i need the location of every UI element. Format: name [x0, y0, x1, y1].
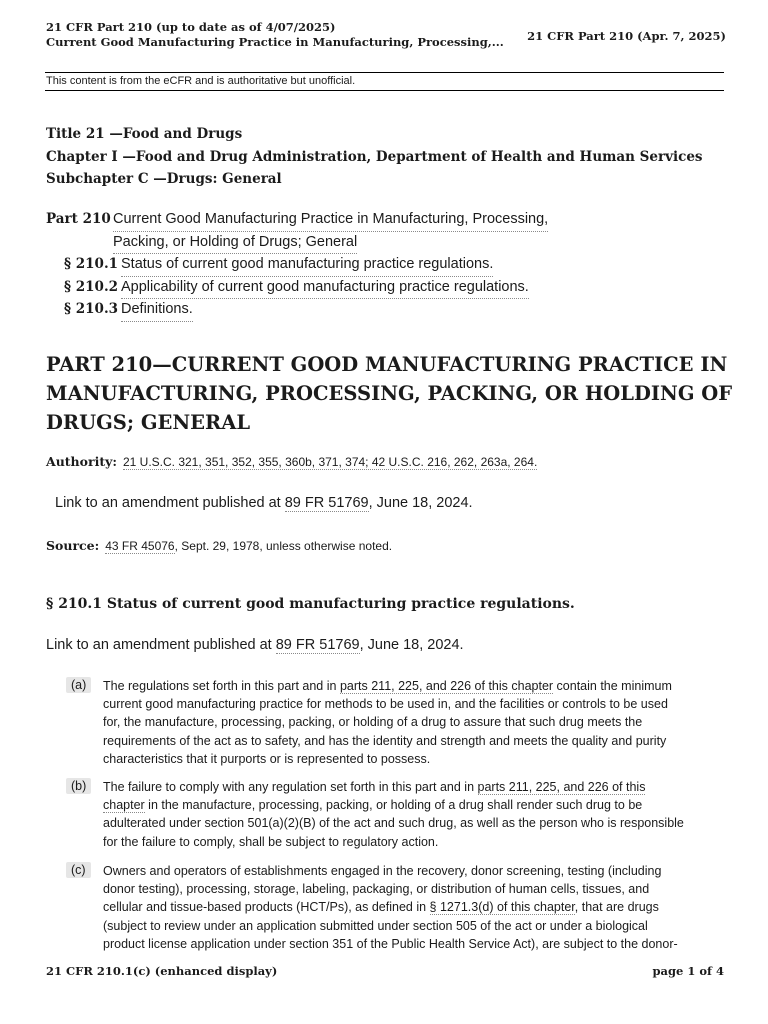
page-header [46, 20, 726, 50]
part-heading [46, 350, 736, 437]
toc-section-row [46, 253, 736, 276]
authority-statement [46, 454, 537, 470]
toc-section-number: § 210.3 [64, 301, 119, 317]
breadcrumb-subchapter: Subchapter C —Drugs: General [46, 171, 282, 187]
amendment-fr-link[interactable]: 89 FR 51769 [284, 495, 369, 511]
authority-notice [45, 72, 724, 91]
paragraph-text: , that are drugs [574, 900, 659, 915]
paragraph-text: (subject to review under an application submitted under section 505 of the act or under a biological [103, 918, 648, 933]
section-amendment-link-row [46, 637, 464, 653]
toc-section-link[interactable]: Applicability of current good manufacturing practice regulations. [121, 276, 529, 300]
paragraph-marker: (b) [66, 778, 91, 794]
paragraph-text: product license application under section 351 of the Public Health Service Act), are subject to the donor- [103, 936, 678, 951]
paragraph-marker: (a) [66, 677, 91, 693]
paragraph-text: The regulations set forth in this part and in [103, 679, 340, 693]
part-heading-line-2: MANUFACTURING, PROCESSING, PACKING, OR HOLDING OF [46, 382, 733, 405]
source-fr-link[interactable]: 43 FR 45076 [105, 539, 175, 553]
paragraph-text: requirements of the act as to safety, and has the identity and strength and meets the quality and purity [103, 733, 667, 748]
part-heading-line-1: PART 210—CURRENT GOOD MANUFACTURING PRACTICE IN [46, 353, 728, 376]
paragraph-text: Owners and operators of establishments engaged in the recovery, donor screening, testing (including [103, 864, 662, 878]
source-label: Source: [46, 538, 100, 553]
toc-section-link[interactable]: Status of current good manufacturing practice regulations. [121, 253, 493, 277]
section-cross-reference-link[interactable]: § 1271.3(d) of this chapter [429, 900, 575, 915]
toc-part-link-continued[interactable]: Packing, or Holding of Drugs; General [113, 231, 357, 255]
authority-citations-link[interactable]: 21 U.S.C. 321, 351, 352, 355, 360b, 371, 374; 42 U.S.C. 216, 262, 263a, 264. [122, 455, 538, 469]
footer-citation: 21 CFR 210.1(c) (enhanced display) [46, 964, 278, 978]
paragraph-text: for, the manufacture, processing, packing, or holding of a drug to assure that such drug meets the [103, 715, 643, 730]
source-text: , Sept. 29, 1978, unless otherwise noted. [174, 539, 393, 553]
authority-label: Authority: [46, 454, 117, 469]
amendment-fr-link[interactable]: 89 FR 51769 [275, 637, 360, 653]
paragraph-a [66, 677, 726, 768]
header-line-1: 21 CFR Part 210 (up to date as of 4/07/2025) [46, 20, 336, 34]
paragraph-text: in the manufacture, processing, packing, or holding of a drug shall render such drug to be [144, 798, 643, 813]
toc-part-label: Part 210 [46, 211, 111, 227]
header-date: 21 CFR Part 210 (Apr. 7, 2025) [527, 29, 726, 43]
toc-section-row [46, 276, 736, 299]
section-heading: § 210.1 Status of current good manufacturing practice regulations. [46, 596, 575, 612]
page-footer [46, 964, 724, 978]
header-line-2: Current Good Manufacturing Practice in Manufacturing, Processing,... [46, 35, 504, 49]
part-heading-line-3: DRUGS; GENERAL [46, 411, 251, 434]
paragraph-text: for the failure to comply, shall be subject to regulatory action. [103, 834, 439, 849]
toc-part-row-continued [46, 231, 736, 254]
parts-cross-reference-link-continued[interactable]: chapter [103, 798, 145, 813]
table-of-contents [46, 208, 736, 321]
amendment-date: , June 18, 2024. [368, 495, 473, 511]
breadcrumb [46, 123, 703, 191]
paragraph-text: The failure to comply with any regulation set forth in this part and in [103, 780, 478, 794]
toc-section-link[interactable]: Definitions. [121, 298, 193, 322]
toc-section-number: § 210.1 [64, 256, 119, 272]
page-number: page 1 of 4 [652, 964, 724, 978]
toc-section-number: § 210.2 [64, 278, 119, 295]
amendment-date: , June 18, 2024. [359, 637, 464, 653]
breadcrumb-chapter: Chapter I —Food and Drug Administration, Department of Health and Human Services [46, 148, 703, 165]
paragraph-text: characteristics that it purports or is represented to possess. [103, 751, 431, 766]
paragraph-text: current good manufacturing practice for methods to be used in, and the facilities or controls to be used [103, 697, 668, 712]
paragraph-text: donor testing), processing, storage, labeling, packaging, or distribution of human cells, tissues, and [103, 882, 650, 897]
toc-part-row [46, 208, 736, 231]
toc-section-row [46, 298, 736, 321]
paragraph-text: adulterated under section 501(a)(2)(B) of the act and such drug, as well as the person who is responsible [103, 816, 684, 831]
parts-cross-reference-link[interactable]: parts 211, 225, and 226 of this [477, 780, 646, 794]
parts-cross-reference-link[interactable]: parts 211, 225, and 226 of this chapter [339, 679, 554, 693]
paragraph-text: contain the minimum [553, 679, 672, 693]
amendment-prefix: Link to an amendment published at [55, 495, 285, 511]
paragraph-marker: (c) [66, 862, 91, 878]
amendment-prefix: Link to an amendment published at [46, 637, 276, 653]
source-statement [46, 538, 392, 554]
toc-part-link[interactable]: Current Good Manufacturing Practice in Manufacturing, Processing, [113, 208, 548, 232]
breadcrumb-title: Title 21 —Food and Drugs [46, 126, 243, 142]
paragraph-text: cellular and tissue-based products (HCT/Ps), as defined in [103, 900, 430, 915]
paragraph-c [66, 862, 726, 953]
paragraph-b [66, 778, 726, 851]
notice-text: This content is from the eCFR and is authoritative but unofficial. [46, 75, 356, 87]
amendment-link-row [55, 495, 473, 511]
